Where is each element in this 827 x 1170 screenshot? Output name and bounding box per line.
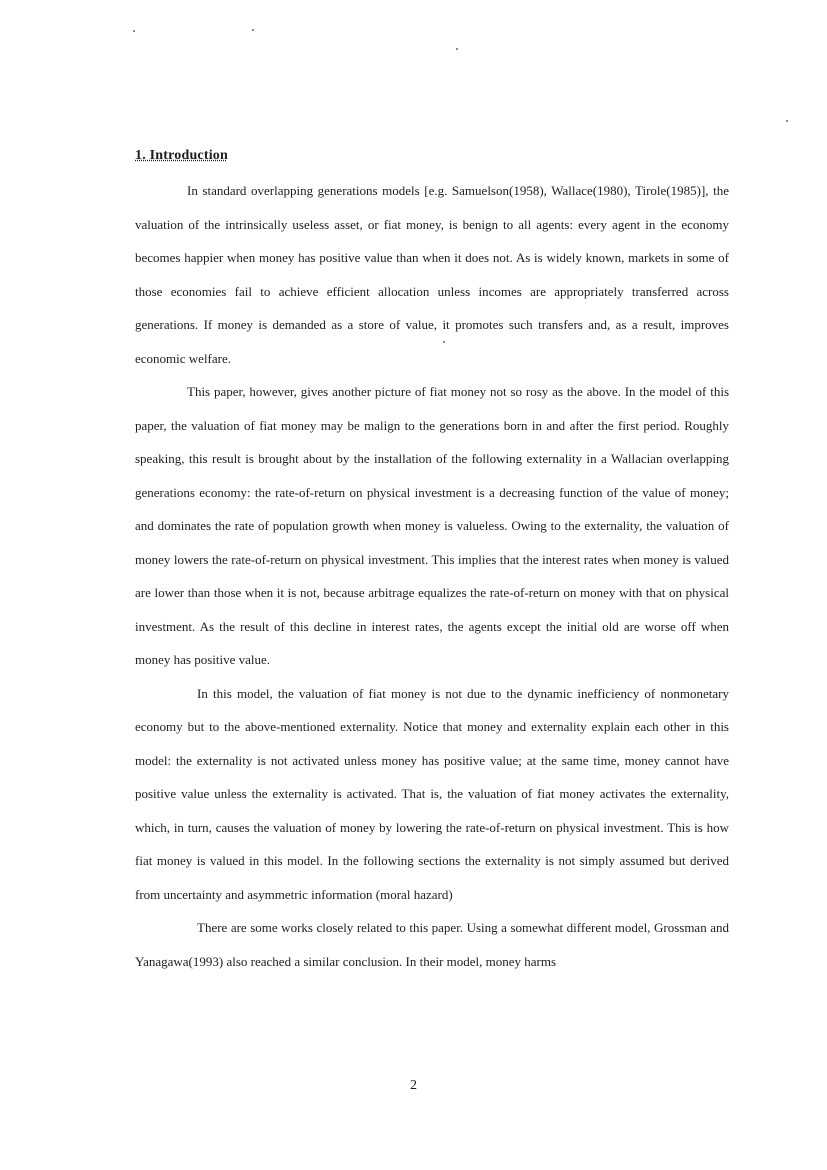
paragraph: There are some works closely related to this paper. Using a somewhat different model, Grossman and Yanagawa(1993) also reached a similar conclusion. In their model, money harms bbox=[135, 920, 729, 969]
paragraph: In this model, the valuation of fiat money is not due to the dynamic inefficiency of nonmonetary economy but to the above-mentioned externality. Notice that money and externality explain each other in this model: the externality is not activated unless money has positive value; at the same time, money cannot have positive value unless the externality is activated. That is, the valuation of fiat money activates the externality, which, in turn, causes the valuation of money by lowering the rate-of-return on physical investment. This is how fiat money is valued in this model. In the following sections the externality is not simply assumed but derived from uncertainty and asymmetric information (moral hazard) bbox=[135, 685, 729, 902]
scan-speck bbox=[252, 29, 254, 31]
paragraph: This paper, however, gives another picture of fiat money not so rosy as the above. In the model of this paper, the valuation of fiat money may be malign to the generations born in and after the first period. Roughly speaking, this result is brought about by the installation of the following externality in a Wallacian overlapping generations economy: the rate-of-return on physical investment is a decreasing function of the value of money; and dominates the rate of population growth when money is valueless. Owing to the externality, the valuation of money lowers the rate-of-return on physical investment. This implies that the interest rates when money is valued are lower than those when it is not, because arbitrage equalizes the rate-of-return on money with that on physical investment. As the result of this decline in interest rates, the agents except the initial old are worse off when money has positive value. bbox=[135, 384, 729, 667]
scan-speck bbox=[456, 48, 458, 50]
scan-speck bbox=[786, 120, 788, 122]
section-heading: 1. Introduction bbox=[135, 148, 228, 163]
scan-speck bbox=[133, 30, 135, 32]
body-text bbox=[135, 174, 729, 978]
page-number: 2 bbox=[410, 1078, 417, 1093]
paragraph: In standard overlapping generations models [e.g. Samuelson(1958), Wallace(1980), Tirole(1985)], the valuation of the intrinsically useless asset, or fiat money, is benign to all agents: every agent in the economy becomes happier when money has positive value than when it does not. As is widely known, markets in some of those economies fail to achieve efficient allocation unless incomes are appropriately transferred across generations. If money is demanded as a store of value, it promotes such transfers and, as a result, improves economic welfare. bbox=[135, 183, 729, 366]
